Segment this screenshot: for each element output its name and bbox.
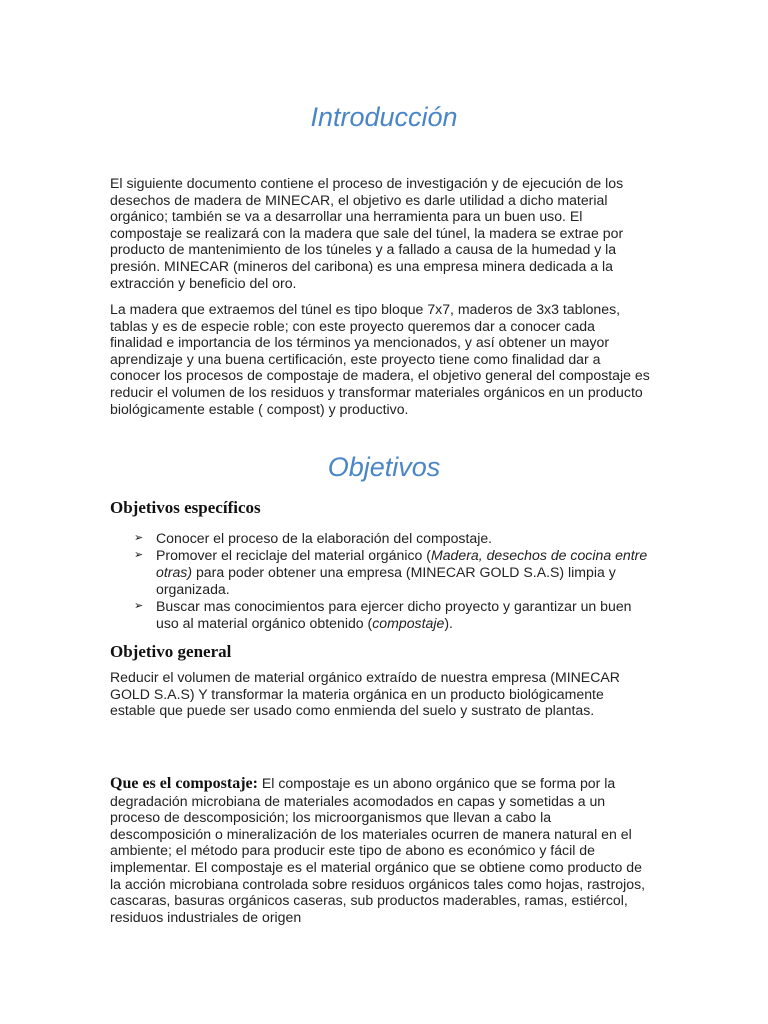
- arrow-bullet-icon: ➢: [134, 532, 144, 544]
- intro-paragraph-1: El siguiente documento contiene el proceso de investigación y de ejecución de los desechos de madera de MINECAR, el objetivo es darle utilidad a dicho material orgánico; también se va a desarrollar una herramienta para un buen uso. El compostaje se realizará con la madera que sale del túnel, la madera se extrae por producto de mantenimiento de los túneles y a fallado a causa de la humedad y la presión. MINECAR (mineros del caribona) es una empresa minera dedicada a la extracción y beneficio del oro.: [110, 175, 624, 291]
- bullet-text-italic: Madera, desechos de cocina entre otras): [156, 547, 648, 580]
- compost-definition-paragraph: [110, 775, 650, 925]
- arrow-bullet-icon: ➢: [134, 549, 144, 561]
- list-item: [132, 598, 652, 632]
- bullet-text-start: Promover el reciclaje del material orgánico (: [156, 547, 431, 563]
- bullet-text-end: para poder obtener una empresa (MINECAR GOLD S.A.S) limpia y organizada.: [156, 564, 616, 597]
- specific-objectives-heading: Objetivos específicos: [110, 498, 261, 517]
- compost-definition-text: El compostaje es un abono orgánico que se forma por la degradación microbiana de materiales acomodados en capas y sometidas a un proceso de descomposición; los microorganismos que llevan a cabo la descomposición o mineralización de los materiales ocurren de manera natural en el ambiente; el método para producir este tipo de abono es económico y fácil de implementar. El compostaje es el material orgánico que se obtiene como producto de la acción microbiana controlada sobre residuos orgánicos tales como hojas, rastrojos, cascaras, basuras orgánicos caseras, sub productos maderables, ramas, estiércol, residuos industriales de origen: [110, 775, 646, 925]
- bullet-text: Conocer el proceso de la elaboración del compostaje.: [156, 530, 493, 546]
- specific-objectives-list: [132, 530, 652, 632]
- general-objective-heading: Objetivo general: [110, 642, 232, 661]
- intro-paragraph-2: La madera que extraemos del túnel es tipo bloque 7x7, maderos de 3x3 tablones, tablas y es de especie roble; con este proyecto queremos dar a conocer cada finalidad e importancia de los términos ya mencionados, y así obtener un mayor aprendizaje y una buena certificación, este proyecto tiene como finalidad dar a conocer los procesos de compostaje de madera, el objetivo general del compostaje es reducir el volumen de los residuos y transformar materiales orgánicos en un producto biológicamente estable ( compost) y productivo.: [110, 301, 650, 417]
- introduction-title: Introducción: [310, 102, 458, 132]
- bullet-text-end: ).: [444, 615, 453, 631]
- list-item: [132, 547, 652, 598]
- general-objective-paragraph: Reducir el volumen de material orgánico extraído de nuestra empresa (MINECAR GOLD S.A.S) Y transformar la materia orgánica en un producto biológicamente estable que puede ser usado como enmienda del suelo y sustrato de plantas.: [110, 669, 620, 719]
- objectives-title: Objetivos: [327, 452, 441, 482]
- arrow-bullet-icon: ➢: [134, 600, 144, 612]
- bullet-text-start: Buscar mas conocimientos para ejercer dicho proyecto y garantizar un buen uso al material orgánico obtenido (: [156, 598, 632, 631]
- bullet-text-italic: compostaje: [372, 615, 445, 631]
- list-item: [132, 530, 652, 547]
- compost-lead-label: Que es el compostaje:: [110, 775, 258, 792]
